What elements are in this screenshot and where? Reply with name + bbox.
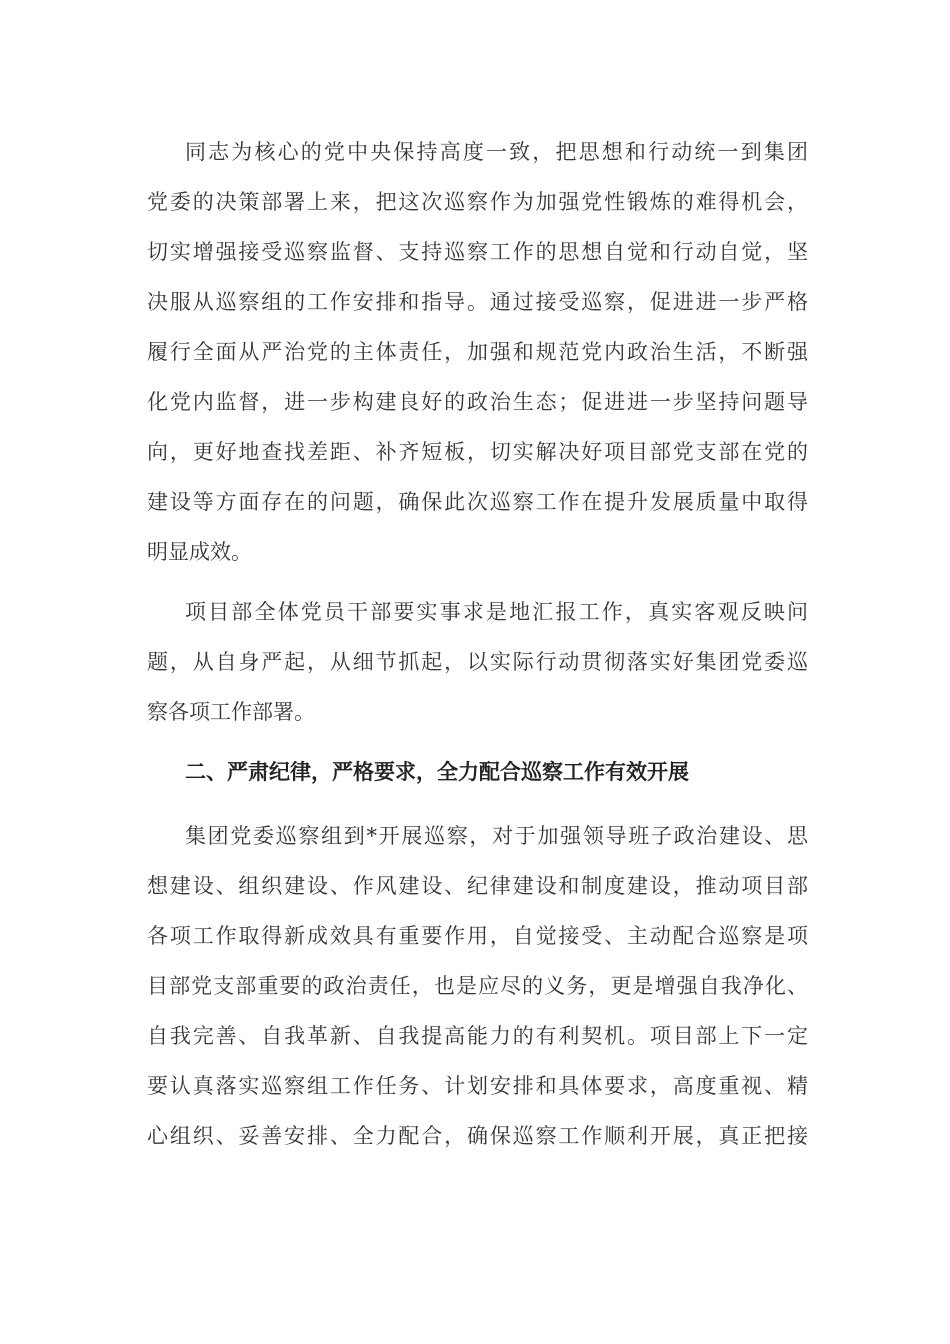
text-line: 切实增强接受巡察监督、支持巡察工作的思想自觉和行动自觉，坚: [147, 240, 808, 264]
text-line: 决服从巡察组的工作安排和指导。通过接受巡察，促进进一步严格: [147, 290, 808, 314]
text-line: 集团党委巡察组到*开展巡察，对于加强领导班子政治建设、思: [185, 824, 808, 848]
text-line: 目部党支部重要的政治责任，也是应尽的义务，更是增强自我净化、: [147, 974, 808, 998]
section-heading: 二、严肃纪律，严格要求，全力配合巡察工作有效开展: [185, 759, 689, 784]
text-line: 履行全面从严治党的主体责任，加强和规范党内政治生活，不断强: [147, 340, 808, 364]
text-line: 党委的决策部署上来，把这次巡察作为加强党性锻炼的难得机会，: [147, 190, 808, 214]
text-line: 自我完善、自我革新、自我提高能力的有利契机。项目部上下一定: [147, 1024, 808, 1048]
text-line: 心组织、妥善安排、全力配合，确保巡察工作顺利开展，真正把接: [147, 1124, 808, 1148]
paragraph-3: [147, 811, 808, 1161]
text-line: 想建设、组织建设、作风建设、纪律建设和制度建设，推动项目部: [147, 874, 808, 898]
text-line: 要认真落实巡察组工作任务、计划安排和具体要求，高度重视、精: [147, 1074, 808, 1098]
text-line: 建设等方面存在的问题，确保此次巡察工作在提升发展质量中取得: [147, 490, 808, 514]
text-line: 项目部全体党员干部要实事求是地汇报工作，真实客观反映问: [185, 600, 808, 624]
text-line: 明显成效。: [147, 540, 252, 564]
text-line: 察各项工作部署。: [147, 700, 315, 724]
text-line: 各项工作取得新成效具有重要作用，自觉接受、主动配合巡察是项: [147, 924, 808, 948]
paragraph-1: [147, 127, 808, 577]
text-line: 向，更好地查找差距、补齐短板，切实解决好项目部党支部在党的: [147, 440, 808, 464]
document-page: [147, 127, 808, 1161]
text-line: 题，从自身严起，从细节抓起，以实际行动贯彻落实好集团党委巡: [147, 650, 808, 674]
paragraph-2: [147, 587, 808, 737]
text-line: 化党内监督，进一步构建良好的政治生态；促进进一步坚持问题导: [147, 390, 808, 414]
text-line: 同志为核心的党中央保持高度一致，把思想和行动统一到集团: [185, 140, 808, 164]
